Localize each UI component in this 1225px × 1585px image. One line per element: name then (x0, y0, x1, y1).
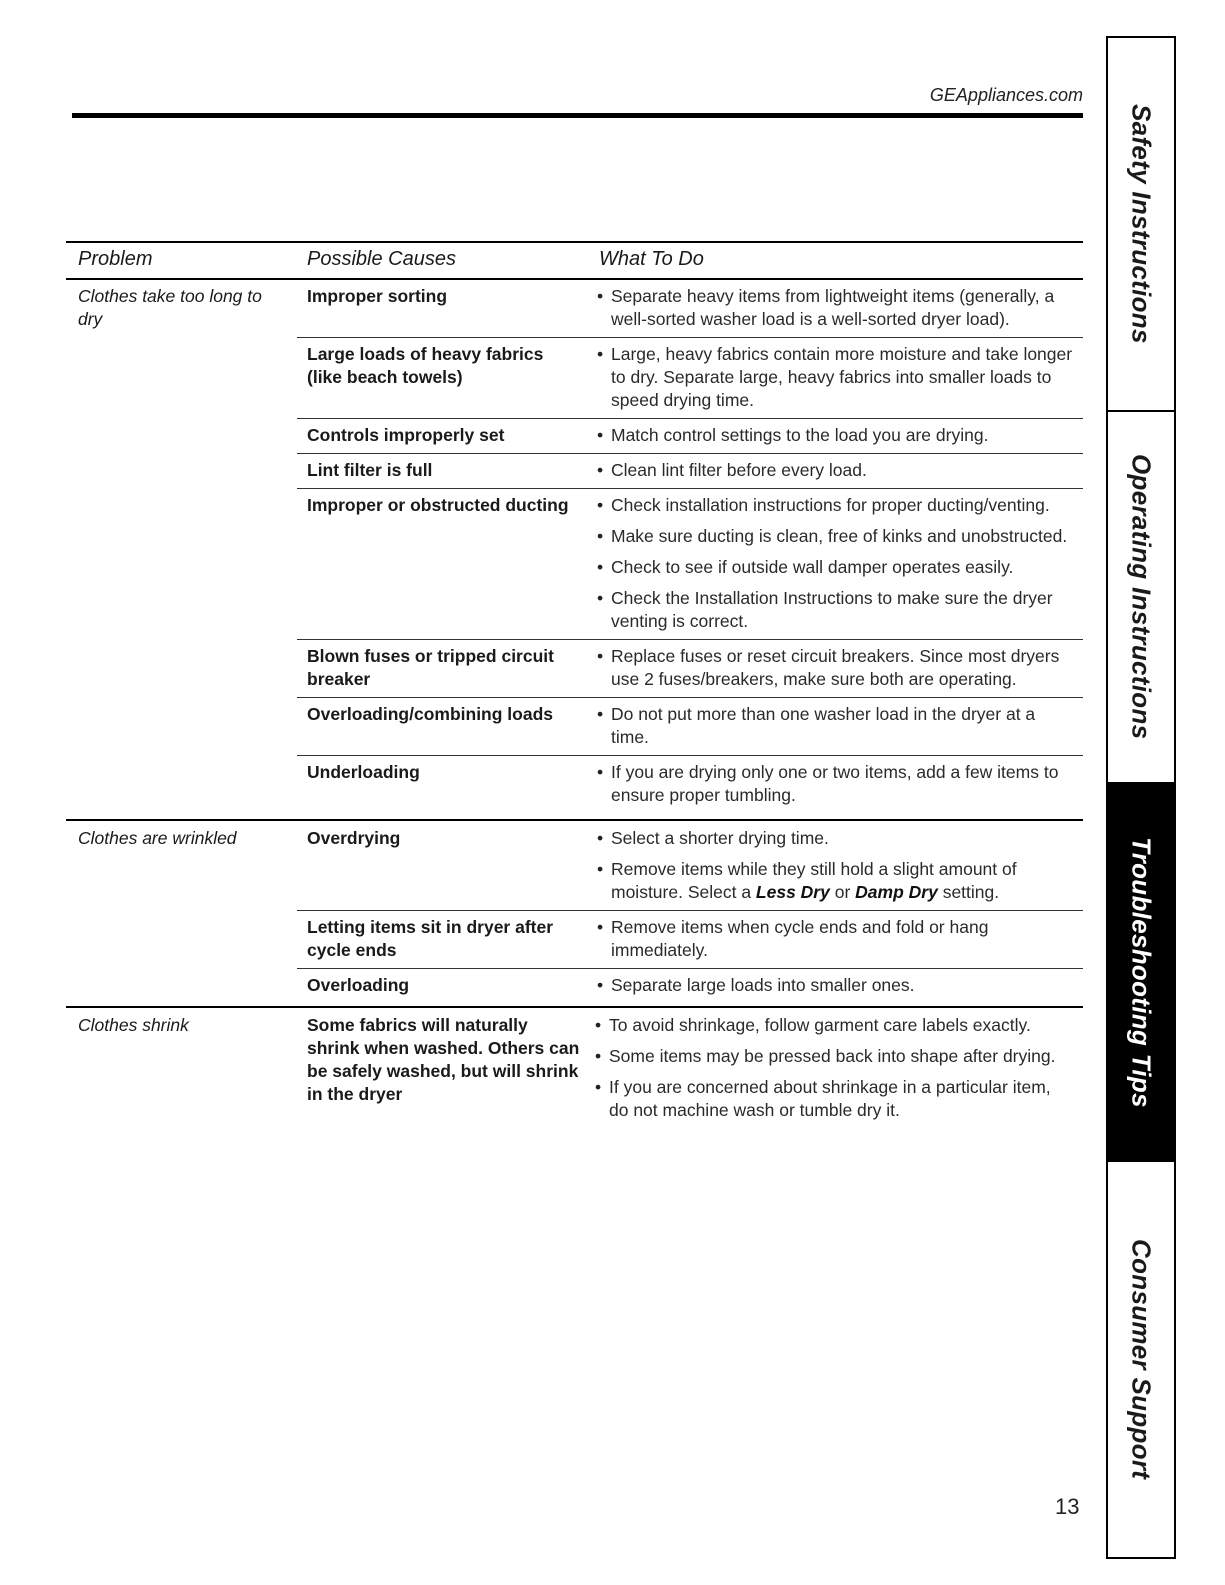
cause-cell: Large loads of heavy fabrics (like beach towels) (297, 338, 587, 419)
todo-cell (587, 911, 1083, 969)
action-item: • Check the Installation Instructions to make sure the dryer venting is correct. (597, 587, 1073, 633)
action-item: • Match control settings to the load you are drying. (597, 424, 1073, 447)
cause-cell: Improper sorting (297, 279, 587, 338)
cause-cell: Improper or obstructed ducting (297, 489, 587, 640)
problem-label: Clothes are wrinkled (78, 828, 237, 848)
action-item: • To avoid shrinkage, follow garment care labels exactly. (595, 1014, 1073, 1037)
page-number: 13 (1055, 1494, 1080, 1519)
problem-label: Clothes take too long to dry (78, 286, 262, 329)
header-todo: What To Do (587, 242, 1083, 279)
todo-cell (587, 1007, 1083, 1128)
todo-cell (587, 454, 1083, 489)
todo-cell (587, 419, 1083, 454)
cause-cell: Overdrying (297, 820, 587, 911)
action-item: • Some items may be pressed back into shape after drying. (595, 1045, 1073, 1068)
problem-cell (66, 820, 297, 1007)
header-problem: Problem (66, 242, 297, 279)
todo-cell (587, 338, 1083, 419)
todo-cell (587, 756, 1083, 821)
troubleshooting-table (66, 241, 1083, 1128)
cause-cell: Some fabrics will naturally shrink when washed. Others can be safely washed, but will shrink in the dryer (307, 1015, 580, 1104)
cause-cell: Overloading/combining loads (297, 698, 587, 756)
tab-label: Troubleshooting Tips (1126, 836, 1157, 1108)
todo-cell (587, 969, 1083, 1008)
action-item: • Check to see if outside wall damper operates easily. (597, 556, 1073, 579)
todo-cell (587, 489, 1083, 640)
problem-cell (66, 1007, 297, 1128)
action-item: • Check installation instructions for proper ducting/venting. (597, 494, 1073, 517)
action-item: • If you are drying only one or two items, add a few items to ensure proper tumbling. (597, 761, 1073, 807)
header-causes: Possible Causes (297, 242, 587, 279)
table-row (66, 279, 1083, 338)
cause-cell: Controls improperly set (297, 419, 587, 454)
section-tabs (1106, 36, 1176, 1559)
header-rule (72, 113, 1083, 118)
action-item: • Large, heavy fabrics contain more moisture and take longer to dry. Separate large, heavy fabrics into smaller loads to speed drying time. (597, 343, 1073, 412)
action-item: • Do not put more than one washer load in the dryer at a time. (597, 703, 1073, 749)
action-text: setting. (937, 882, 1000, 902)
tab-label: Consumer Support (1126, 1239, 1157, 1480)
tab-troubleshooting-tips[interactable] (1108, 784, 1174, 1162)
tab-operating-instructions[interactable] (1108, 412, 1174, 784)
todo-cell (587, 820, 1083, 911)
cause-cell: Letting items sit in dryer after cycle ends (297, 911, 587, 969)
cause-cell: Blown fuses or tripped circuit breaker (297, 640, 587, 698)
tab-label: Safety Instructions (1126, 104, 1157, 344)
action-item: • Make sure ducting is clean, free of kinks and unobstructed. (597, 525, 1073, 548)
damp-dry-setting: Damp Dry (855, 882, 938, 902)
todo-cell (587, 640, 1083, 698)
action-item: • Replace fuses or reset circuit breakers. Since most dryers use 2 fuses/breakers, make sure both are operating. (597, 645, 1073, 691)
action-item: • Clean lint filter before every load. (597, 459, 1073, 482)
problem-label: Clothes shrink (78, 1015, 189, 1035)
table-row (66, 820, 1083, 911)
cause-cell: Lint filter is full (297, 454, 587, 489)
site-url[interactable]: GEAppliances.com (929, 85, 1083, 105)
problem-cell (66, 279, 297, 820)
action-item: • Separate large loads into smaller ones. (597, 974, 1073, 997)
cause-cell: Overloading (297, 969, 587, 1008)
tab-safety-instructions[interactable] (1108, 38, 1174, 412)
action-item: • If you are concerned about shrinkage in a particular item, do not machine wash or tumble dry it. (595, 1076, 1073, 1122)
action-item (597, 858, 1073, 904)
action-item: • Select a shorter drying time. (597, 827, 1073, 850)
action-text: Remove items while they still hold a slight amount of moisture. Select a (611, 859, 1017, 902)
table-row (66, 1007, 1083, 1128)
tab-consumer-support[interactable] (1108, 1162, 1174, 1557)
action-item: • Remove items when cycle ends and fold or hang immediately. (597, 916, 1073, 962)
todo-cell (587, 279, 1083, 338)
action-text: or (829, 882, 856, 902)
todo-cell (587, 698, 1083, 756)
tab-label: Operating Instructions (1126, 454, 1157, 740)
cause-cell: Underloading (297, 756, 587, 821)
action-item: • Separate heavy items from lightweight items (generally, a well-sorted washer load is a well-sorted dryer load). (597, 285, 1073, 331)
table-header-row (66, 242, 1083, 279)
less-dry-setting: Less Dry (755, 882, 830, 902)
